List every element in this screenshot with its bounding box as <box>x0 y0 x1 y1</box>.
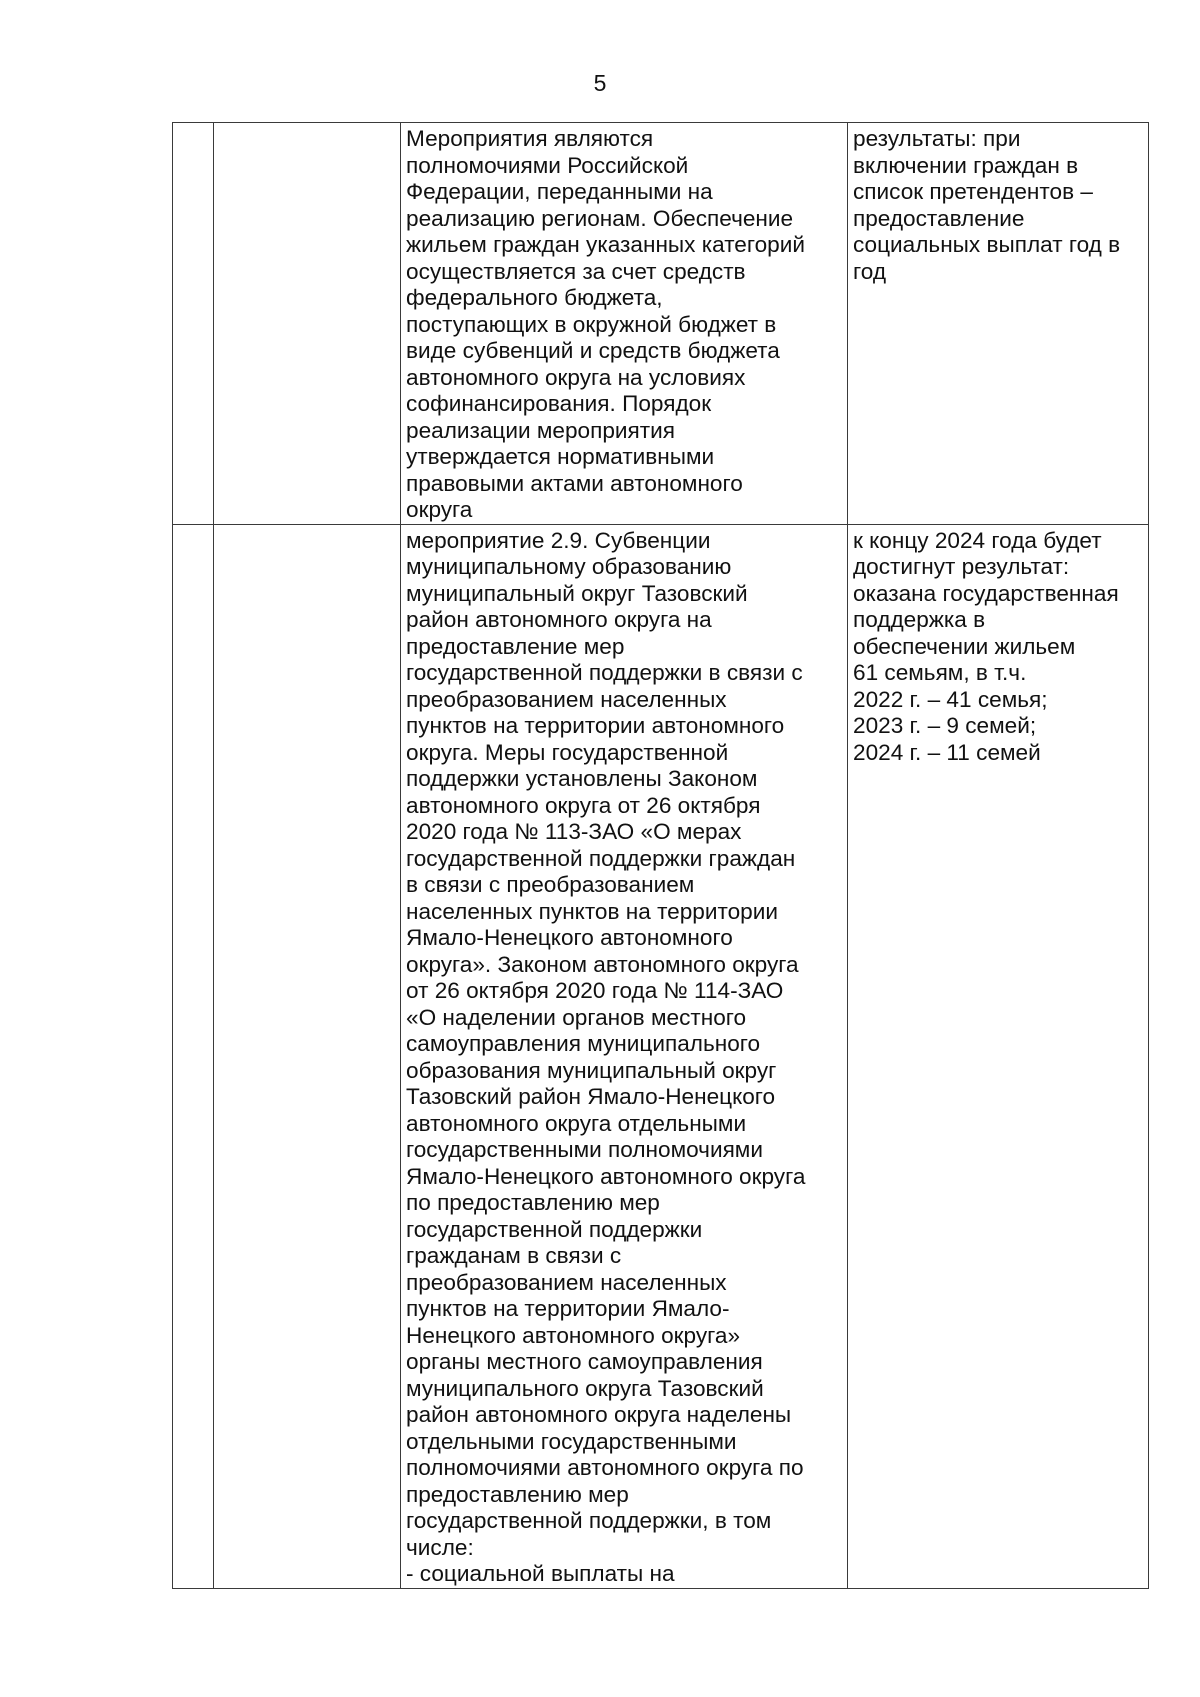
table-row <box>173 123 1149 525</box>
cell-number <box>173 524 214 1588</box>
cell-label <box>214 524 401 1588</box>
cell-label <box>214 123 401 525</box>
page-number: 5 <box>593 70 607 96</box>
cell-description: мероприятие 2.9. Субвенции муниципальному образованию муниципальный округ Тазовский район автономного округа на предоставление мер государственной поддержки в связи с преобразованием населенных пунктов на территории автономного округа. Меры государственной поддержки установлены Законом автономного округа от 26 октября 2020 года № 113-ЗАО «О мерах государственной поддержки граждан в связи с преобразованием населенных пунктов на территории Ямало-Ненецкого автономного округа». Законом автономного округа от 26 октября 2020 года № 114-ЗАО «О наделении органов местного самоуправления муниципального образования муниципальный округ Тазовский район Ямало-Ненецкого автономного округа отдельными государственными полномочиями Ямало-Ненецкого автономного округа по предоставлению мер государственной поддержки гражданам в связи с преобразованием населенных пунктов на территории Ямало- Ненецкого автономного округа» органы местного самоуправления муниципального округа Тазовский район автономного округа наделены отдельными государственными полномочиями автономного округа по предоставлению мер государственной поддержки, в том числе: - социальной выплаты на <box>401 524 848 1588</box>
measures-table <box>172 122 1149 1589</box>
table-row <box>173 524 1149 1588</box>
cell-result: результаты: при включении граждан в список претендентов – предоставление социальных выплат год в год <box>848 123 1149 525</box>
cell-description: Мероприятия являются полномочиями Российской Федерации, переданными на реализацию регионам. Обеспечение жильем граждан указанных категорий осуществляется за счет средств федерального бюджета, поступающих в окружной бюджет в виде субвенций и средств бюджета автономного округа на условиях софинансирования. Порядок реализации мероприятия утверждается нормативными правовыми актами автономного округа <box>401 123 848 525</box>
cell-number <box>173 123 214 525</box>
cell-result: к концу 2024 года будет достигнут результат: оказана государственная поддержка в обеспечении жильем 61 семьям, в т.ч. 2022 г. – 41 семья; 2023 г. – 9 семей; 2024 г. – 11 семей <box>848 524 1149 1588</box>
